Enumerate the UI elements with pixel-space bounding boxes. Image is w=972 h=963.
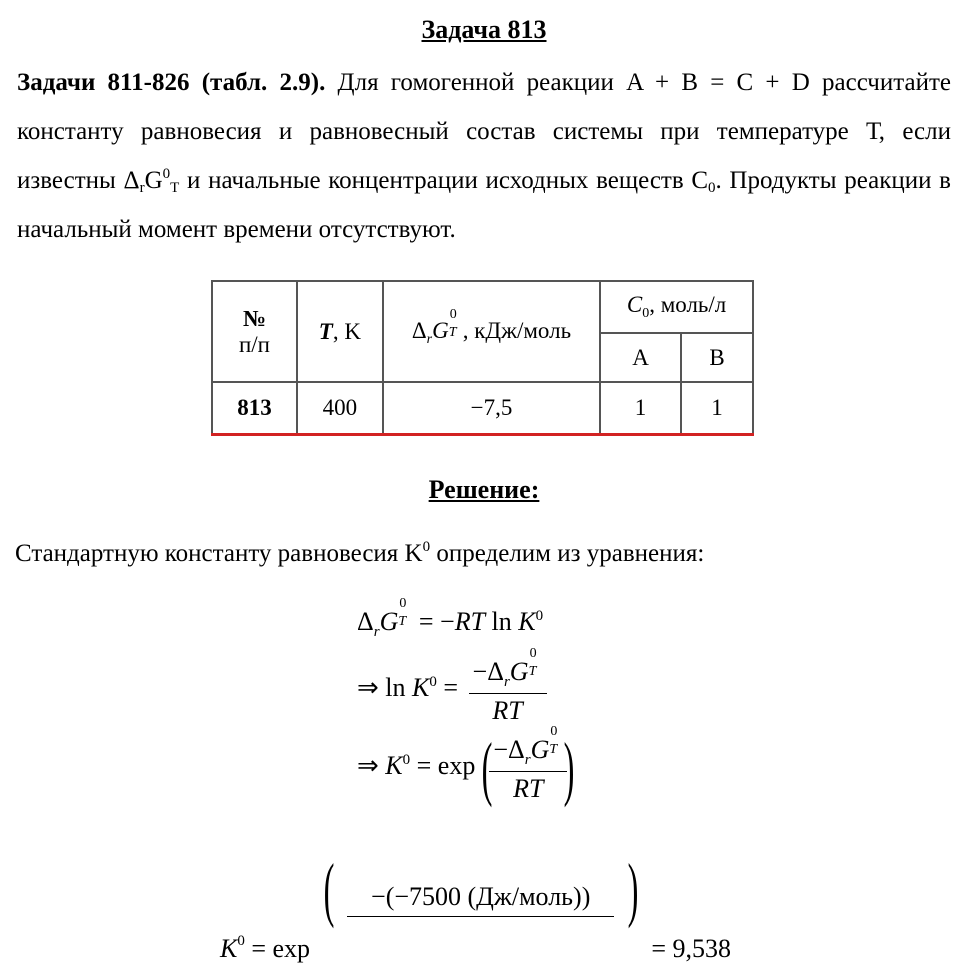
header-B: B: [681, 333, 753, 382]
equation-k-numeric: $K_0 = \exp$ ( −(−7500 (Дж/моль)) ) = 9,538: [220, 849, 732, 963]
problem-line3: известны $\Delta_rG^0_T$ и начальные концентрации исходных веществ $C_0$. Продукты: [17, 166, 837, 196]
solution-title: Решение:: [428, 475, 540, 504]
cell-gibbs-energy: −7,5: [383, 382, 600, 435]
cell-conc-A: 1: [600, 382, 681, 435]
equation-k-exp: ⇒ $K^0 = \exp$( $-\Delta_rG$ 0 T RT ): [357, 724, 575, 808]
problem-ref: Задачи 811-826 (табл. 2.9).: [17, 69, 326, 96]
cell-conc-B: 1: [681, 382, 753, 435]
fraction: $-\Delta_rG$ 0 T RT: [469, 654, 547, 726]
header-temperature: T, K: [297, 281, 383, 382]
problem-line1: Для гомогенной реакции A + B = C + D рассчитайте: [337, 69, 951, 96]
solution-intro: Стандартную константу равновесия $K^0$ определим из уравнения:: [15, 539, 705, 567]
equation-ln-k: ⇒ $\ln K^0$ = $-\Delta_rG$ 0 T RT: [357, 654, 551, 726]
problem-statement: [17, 58, 951, 254]
table-row: [212, 382, 753, 435]
data-table: [211, 280, 754, 436]
equation-gibbs-relation: $\Delta_rG$ 0 T = −RT $\ln K^0$: [357, 596, 544, 640]
page-title: Задача 813: [421, 15, 547, 44]
problem-line4: реакции в начальный момент времени отсутствуют.: [17, 167, 951, 243]
header-number: № п/п: [212, 281, 297, 382]
header-initial-concentration: $C_0$, моль/л: [600, 281, 753, 333]
header-gibbs-energy: $\Delta_rG$ 0 T , кДж/моль: [383, 281, 600, 382]
header-A: A: [600, 333, 681, 382]
problem-line2: константу равновесия и равновесный состав системы при температуре Т, если: [17, 118, 951, 145]
cell-number: 813: [212, 382, 297, 435]
cell-temperature: 400: [297, 382, 383, 435]
fraction: $-\Delta_rG$ 0 T RT: [489, 732, 567, 804]
